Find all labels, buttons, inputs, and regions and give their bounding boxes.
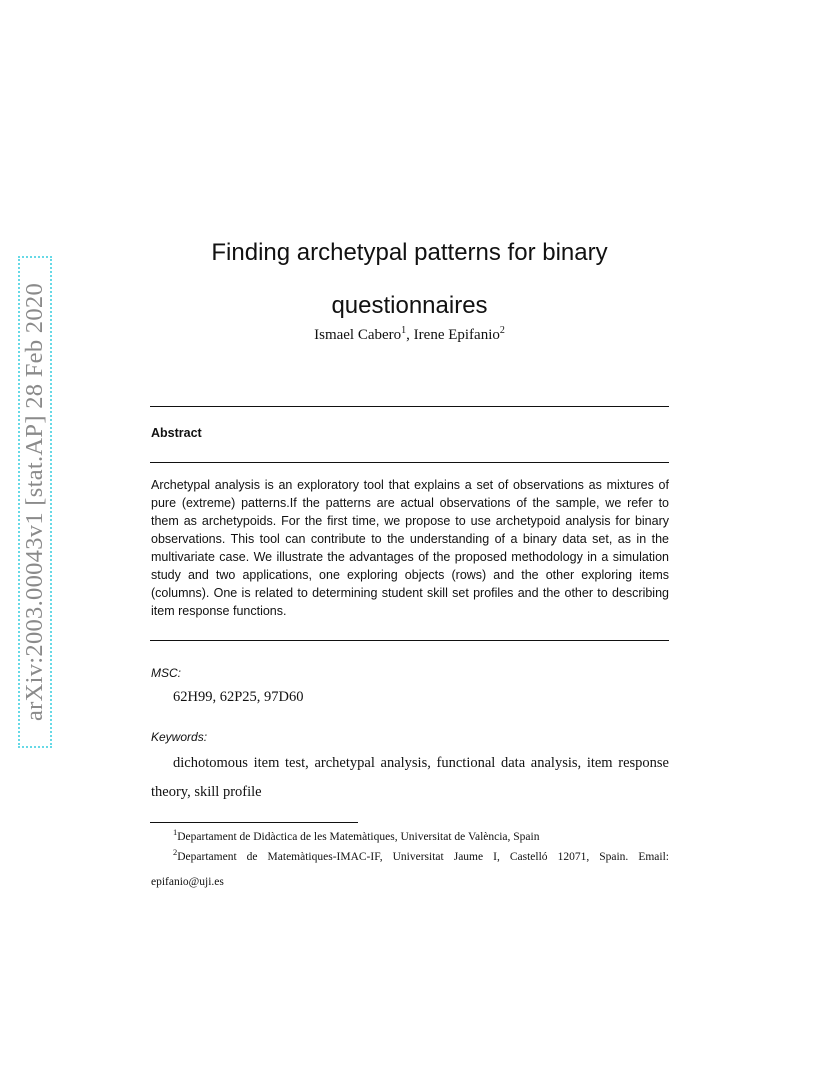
keywords-text: dichotomous item test, archetypal analysis, functional data analysis, item response theory, skill profile xyxy=(151,755,669,800)
abstract-top-rule xyxy=(150,406,669,407)
footnote-text: Departament de Matemàtiques-IMAC-IF, Universitat Jaume I, Castelló 12071, Spain. Email: epifanio@uji.es xyxy=(151,851,669,888)
footnote-affiliation-1 xyxy=(151,828,669,846)
footnote-affiliation-2 xyxy=(151,845,669,895)
author-affiliation-mark: 1 xyxy=(401,325,407,336)
author-affiliation-mark: 2 xyxy=(499,325,505,336)
paper-title: Finding archetypal patterns for binary questionnaires xyxy=(211,239,608,319)
keywords-heading: Keywords: xyxy=(151,730,208,744)
author-list: Ismael Cabero$^1$, Irene Epifanio$^2$ xyxy=(314,325,505,343)
arxiv-identifier-text: arXiv:2003.00043v1 [stat.AP] 28 Feb 2020 xyxy=(21,283,48,721)
abstract-bottom-rule xyxy=(150,640,669,641)
footnote-text: Departament de Didàctica de les Matemàtiques, Universitat de València, Spain xyxy=(177,831,540,843)
footnote-separator xyxy=(150,822,358,823)
abstract-text: Archetypal analysis is an exploratory tool that explains a set of observations as mixtures of pure (extreme) patterns.If the patterns are actual observations of the sample, we refer to them as archetypoids. For the first time, we propose to use archetypoid analysis for binary observations. This tool can contribute to the understanding of a binary data set, as in the multivariate case. We illustrate the advantages of the proposed methodology in a simulation study and two applications, one exploring objects (rows) and the other exploring items (columns). One is related to determining student skill set profiles and the other to describing item response functions. xyxy=(151,478,669,618)
msc-codes: 62H99, 62P25, 97D60 xyxy=(173,689,304,705)
footnote-mark: 1 xyxy=(173,827,178,837)
author-name: Ismael Cabero xyxy=(314,327,402,343)
abstract-heading: Abstract xyxy=(151,426,202,440)
footnote-mark: 2 xyxy=(173,847,178,857)
msc-heading: MSC: xyxy=(151,666,181,680)
abstract-heading-rule xyxy=(150,462,669,463)
author-name: Irene Epifanio xyxy=(413,327,500,343)
arxiv-identifier-stamp xyxy=(18,256,52,748)
